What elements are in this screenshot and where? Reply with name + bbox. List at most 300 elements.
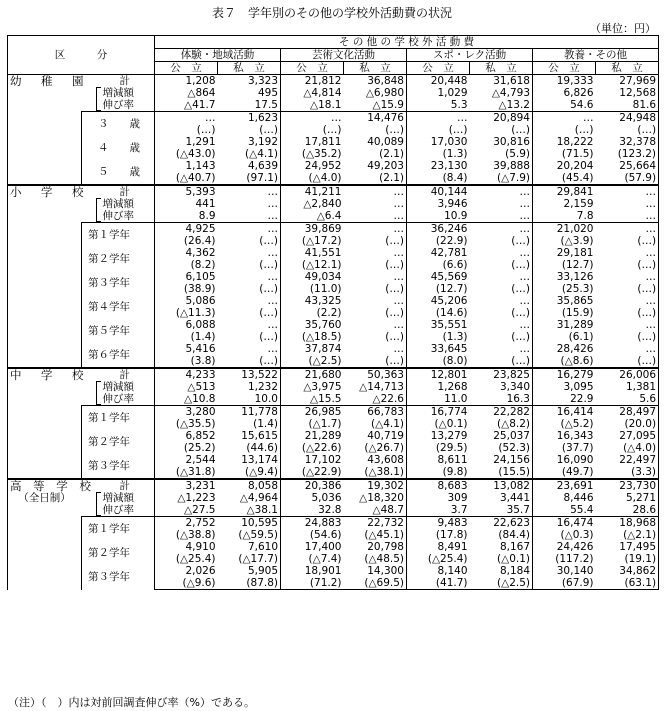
value-cell: 40,089	[367, 136, 404, 148]
table-row	[8, 343, 659, 355]
value-cell: 36,246	[407, 223, 470, 236]
table-body	[8, 75, 659, 590]
value-cell: …	[407, 112, 470, 125]
total-value: 13,082	[470, 479, 533, 492]
growth-rate-cell: (38.9)	[155, 283, 218, 295]
total-value: 20,448	[407, 75, 470, 88]
growth-rate-cell: (…)	[281, 124, 344, 136]
total-value: 5,393	[155, 185, 218, 198]
value-cell: …	[344, 223, 407, 236]
value-cell: 11,778	[218, 406, 281, 419]
growth-rate-cell: (8.0)	[407, 355, 470, 368]
diff-value: △513	[155, 381, 218, 393]
growth-rate-cell: (…)	[511, 259, 530, 271]
growth-rate-cell: (△3.9)	[533, 235, 596, 247]
value-cell: …	[596, 223, 659, 236]
total-value: 12,801	[407, 368, 470, 381]
value-cell: 43,608	[367, 454, 404, 466]
value-cell: 13,279	[407, 430, 470, 442]
total-label: 計	[82, 368, 155, 381]
diff-label: 増減額	[102, 492, 134, 504]
growth-rate-cell: (…)	[511, 235, 530, 247]
table-row	[8, 198, 659, 210]
section-name: 高 等 学 校	[10, 479, 95, 493]
rate-value: 81.6	[596, 99, 659, 112]
total-label: 計	[82, 479, 155, 492]
growth-rate-cell: (…)	[385, 307, 404, 319]
private-header: 私 立	[596, 62, 659, 75]
bracket-mark	[96, 381, 101, 405]
total-label: 計	[82, 75, 155, 88]
diff-label: 増減額	[102, 198, 134, 210]
growth-rate-cell: (15.9)	[533, 307, 596, 319]
growth-rate-cell: (…)	[385, 283, 404, 295]
row-label: 第３学年	[82, 565, 155, 590]
total-value: 27,969	[596, 75, 659, 88]
table-row	[8, 160, 659, 172]
value-cell: 17,102	[281, 454, 344, 466]
category-header: 教養・その他	[533, 49, 659, 62]
growth-rate-cell: (…)	[385, 331, 404, 343]
value-cell: …	[393, 319, 404, 331]
total-value: 23,730	[596, 479, 659, 492]
value-cell: …	[218, 223, 281, 236]
diff-value: △18,320	[359, 492, 404, 504]
value-cell: …	[393, 295, 404, 307]
value-cell: 31,289	[533, 319, 596, 331]
growth-rate-cell: (△0.3)	[533, 529, 596, 541]
growth-rate-cell: (…)	[259, 331, 278, 343]
value-cell: 22,282	[470, 406, 533, 419]
growth-rate-cell: (22.9)	[407, 235, 470, 247]
diff-value: △4,814	[281, 87, 344, 99]
value-cell: …	[519, 343, 530, 355]
table-row	[8, 247, 659, 259]
value-cell: 18,968	[596, 517, 659, 530]
row-label: 第１学年	[82, 517, 155, 542]
growth-rate-cell: (△59.5)	[238, 529, 278, 541]
rate-value: △41.7	[155, 99, 218, 112]
rate-value: 32.8	[281, 504, 344, 517]
total-value: 16,279	[533, 368, 596, 381]
value-cell: 35,551	[407, 319, 470, 331]
diff-value: 495	[257, 87, 278, 99]
rate-value: …	[519, 210, 530, 222]
growth-rate-cell: (49.7)	[533, 466, 596, 479]
diff-value: 1,381	[596, 381, 659, 393]
value-cell: 4,362	[155, 247, 218, 259]
row-label: 第６学年	[82, 343, 155, 368]
growth-rate-cell: (37.7)	[533, 442, 596, 454]
growth-rate-cell: (1.3)	[407, 331, 470, 343]
growth-rate-cell: (44.6)	[246, 442, 278, 454]
growth-rate-cell: (△7.4)	[281, 553, 344, 565]
value-cell: 16,414	[533, 406, 596, 419]
value-cell: 30,816	[493, 136, 530, 148]
growth-rate-cell: (1.3)	[407, 148, 470, 160]
section-label	[8, 368, 88, 479]
value-cell: 28,426	[533, 343, 596, 355]
value-cell: 43,325	[281, 295, 344, 307]
rate-value: 8.9	[155, 210, 218, 223]
rate-value: △15.9	[372, 99, 404, 111]
value-cell: 1,623	[218, 112, 281, 125]
table-row	[8, 541, 659, 553]
value-cell: 2,026	[155, 565, 218, 577]
diff-label: 増減額	[102, 87, 134, 99]
value-cell: 18,222	[533, 136, 596, 148]
growth-rate-cell: (…)	[596, 331, 659, 343]
value-cell: …	[519, 319, 530, 331]
table-row	[8, 517, 659, 530]
value-cell: 24,948	[596, 112, 659, 125]
value-cell: 6,852	[155, 430, 218, 442]
value-cell: 20,204	[533, 160, 596, 172]
diff-value: △14,713	[359, 381, 404, 393]
rate-label: 伸び率	[102, 210, 134, 222]
diff-value: △864	[155, 87, 218, 99]
value-cell: 33,126	[533, 271, 596, 283]
diff-value: 3,340	[499, 381, 530, 393]
value-cell: 49,203	[367, 160, 404, 172]
table-row	[8, 295, 659, 307]
growth-rate-cell: (△35.5)	[155, 418, 218, 430]
growth-rate-cell: (…)	[596, 307, 659, 319]
value-cell: 1,143	[155, 160, 218, 172]
value-cell: 13,174	[241, 454, 278, 466]
growth-rate-cell: (△9.6)	[155, 577, 218, 590]
value-cell: 26,985	[281, 406, 344, 419]
value-cell: 17,811	[281, 136, 344, 148]
value-cell: …	[281, 112, 344, 125]
value-cell: 22,497	[596, 454, 659, 466]
growth-rate-cell: (△2.5)	[281, 355, 344, 368]
rate-value: △22.6	[372, 393, 404, 405]
diff-value: 1,232	[247, 381, 278, 393]
growth-rate-cell: (…)	[596, 124, 659, 136]
value-cell: 23,130	[407, 160, 470, 172]
row-label: ５ 歳	[82, 160, 155, 185]
value-cell: 25,037	[493, 430, 530, 442]
table-row	[8, 185, 659, 198]
diff-value: 2,159	[533, 198, 596, 210]
growth-rate-cell: (20.0)	[596, 418, 659, 430]
public-header: 公 立	[281, 62, 344, 75]
rate-value: △13.2	[498, 99, 530, 111]
total-value: …	[596, 185, 659, 198]
growth-rate-cell: (3.8)	[155, 355, 218, 368]
value-cell: 66,783	[344, 406, 407, 419]
growth-rate-cell: (…)	[259, 259, 278, 271]
category-header: スポ・レク活動	[407, 49, 533, 62]
growth-rate-cell: (…)	[511, 355, 530, 367]
growth-rate-cell: (△4.1)	[371, 418, 404, 430]
row-label: 第２学年	[82, 247, 155, 271]
value-cell: 8,140	[407, 565, 470, 577]
value-cell: 9,483	[407, 517, 470, 530]
table-row	[8, 319, 659, 331]
table-row	[8, 87, 659, 99]
total-value: 4,233	[155, 368, 218, 381]
growth-rate-cell: (2.1)	[379, 148, 404, 160]
growth-rate-cell: (3.3)	[596, 466, 659, 479]
footnote: （注）（ ）内は対前回調査伸び率（%）である。	[8, 696, 255, 709]
page-title: 表７ 学年別のその他の学校外活動費の状況	[211, 6, 452, 20]
table-row	[8, 492, 659, 504]
rate-value: 54.6	[533, 99, 596, 112]
table-row	[8, 112, 659, 125]
growth-rate-cell: (△0.1)	[497, 553, 530, 565]
growth-rate-cell: (…)	[385, 235, 404, 247]
growth-rate-cell: (…)	[259, 124, 278, 136]
rate-value: …	[393, 210, 404, 222]
table-row	[8, 479, 659, 492]
value-cell: 5,086	[155, 295, 218, 307]
section-label	[8, 479, 95, 590]
diff-value: △1,223	[155, 492, 218, 504]
diff-label-cell	[82, 87, 155, 112]
diff-rate-labels	[103, 492, 135, 516]
category-header: 芸術文化活動	[281, 49, 407, 62]
diff-value: …	[596, 198, 659, 210]
growth-rate-cell: (…)	[596, 235, 659, 247]
private-header: 私 立	[470, 62, 533, 75]
value-cell: 2,752	[155, 517, 218, 530]
growth-rate-cell: (12.7)	[533, 259, 596, 271]
total-value: 40,144	[407, 185, 470, 198]
private-header: 私 立	[218, 62, 281, 75]
value-cell: 30,140	[533, 565, 596, 577]
value-cell: 29,181	[533, 247, 596, 259]
growth-rate-cell: (…)	[511, 331, 530, 343]
diff-value: △4,964	[239, 492, 278, 504]
table-row	[8, 271, 659, 283]
growth-rate-cell: (9.8)	[407, 466, 470, 479]
growth-rate-cell: (52.3)	[498, 442, 530, 454]
growth-rate-cell: (…)	[385, 355, 404, 367]
value-cell: 20,798	[367, 541, 404, 553]
diff-value: △3,975	[281, 381, 344, 393]
value-cell: 22,623	[470, 517, 533, 530]
growth-rate-cell: (…)	[385, 124, 404, 136]
bracket-mark	[96, 198, 101, 222]
diff-value: 441	[155, 198, 218, 210]
public-header: 公 立	[533, 62, 596, 75]
value-cell: …	[596, 271, 659, 283]
total-value: 50,363	[344, 368, 407, 381]
rate-label: 伸び率	[102, 504, 134, 516]
diff-value: △4,793	[491, 87, 530, 99]
growth-rate-cell: (△43.0)	[155, 148, 218, 160]
growth-rate-cell: (…)	[259, 307, 278, 319]
growth-rate-cell: (△38.1)	[364, 466, 404, 478]
value-cell: 8,611	[407, 454, 470, 466]
growth-rate-cell: (57.9)	[596, 172, 659, 185]
value-cell: …	[393, 247, 404, 259]
growth-rate-cell: (△35.2)	[281, 148, 344, 160]
rate-value: 28.6	[596, 504, 659, 517]
total-value: 31,618	[470, 75, 533, 88]
growth-rate-cell: (…)	[511, 124, 530, 136]
value-cell: …	[267, 295, 278, 307]
growth-rate-cell: (29.5)	[407, 442, 470, 454]
value-cell: 5,416	[155, 343, 218, 355]
total-value: …	[470, 185, 533, 198]
value-cell: 35,865	[533, 295, 596, 307]
growth-rate-cell: (2.2)	[281, 307, 344, 319]
value-cell: …	[267, 319, 278, 331]
diff-value: 1,268	[407, 381, 470, 393]
value-cell: 16,774	[407, 406, 470, 419]
bracket-mark	[96, 492, 101, 516]
growth-rate-cell: (…)	[596, 283, 659, 295]
growth-rate-cell: (12.7)	[407, 283, 470, 295]
value-cell: 8,491	[407, 541, 470, 553]
diff-value: …	[393, 198, 404, 210]
section-label	[8, 74, 88, 186]
diff-value: …	[519, 198, 530, 210]
diff-value: …	[267, 198, 278, 210]
value-cell: 14,300	[367, 565, 404, 577]
growth-rate-cell: (1.4)	[155, 331, 218, 343]
value-cell: …	[470, 223, 533, 236]
growth-rate-cell: (…)	[533, 124, 596, 136]
growth-rate-cell: (△4.0)	[596, 442, 659, 454]
diff-value: 1,029	[407, 87, 470, 99]
table-row	[8, 430, 659, 442]
growth-rate-cell: (8.4)	[407, 172, 470, 185]
value-cell: 6,088	[155, 319, 218, 331]
value-cell: 6,105	[155, 271, 218, 283]
growth-rate-cell: (△18.5)	[281, 331, 344, 343]
rate-value: 35.7	[506, 504, 530, 516]
value-cell: 24,952	[281, 160, 344, 172]
value-cell: 24,156	[493, 454, 530, 466]
value-cell: 20,894	[470, 112, 533, 125]
value-cell: 8,167	[499, 541, 530, 553]
value-cell: 49,034	[281, 271, 344, 283]
growth-rate-cell: (△5.2)	[533, 418, 596, 430]
value-cell: 5,905	[247, 565, 278, 577]
section-sub: （全日制）	[18, 492, 71, 504]
table-row	[8, 136, 659, 148]
growth-rate-cell: (2.1)	[379, 172, 404, 184]
growth-rate-cell: (67.9)	[533, 577, 596, 590]
growth-rate-cell: (6.1)	[533, 331, 596, 343]
value-cell: 17,400	[281, 541, 344, 553]
row-label: 第１学年	[82, 406, 155, 431]
value-cell: 40,719	[367, 430, 404, 442]
growth-rate-cell: (△25.4)	[407, 553, 470, 565]
growth-rate-cell: (△22.6)	[281, 442, 344, 454]
rate-value: 10.9	[407, 210, 470, 223]
diff-value: 3,095	[533, 381, 596, 393]
growth-rate-cell: (71.2)	[281, 577, 344, 590]
total-value: 19,302	[344, 479, 407, 492]
growth-rate-cell: (…)	[511, 307, 530, 319]
diff-label: 増減額	[102, 381, 134, 393]
value-cell: …	[533, 112, 596, 125]
growth-rate-cell: (6.6)	[407, 259, 470, 271]
rate-value: 7.8	[533, 210, 596, 223]
growth-rate-cell: (△12.1)	[281, 259, 344, 271]
rate-value: △15.5	[281, 393, 344, 406]
diff-value: 309	[407, 492, 470, 504]
growth-rate-cell: (19.1)	[596, 553, 659, 565]
row-label: 第３学年	[82, 454, 155, 479]
rate-value: △27.5	[155, 504, 218, 517]
total-value: 41,211	[281, 185, 344, 198]
growth-rate-cell: (△22.9)	[281, 466, 344, 479]
growth-rate-cell: (84.4)	[498, 529, 530, 541]
section-name: 中 学 校	[10, 368, 88, 382]
diff-value: 5,036	[281, 492, 344, 504]
rate-label: 伸び率	[102, 99, 134, 111]
value-cell: 27,095	[596, 430, 659, 442]
rate-value: 16.3	[506, 393, 530, 405]
total-value: 8,058	[218, 479, 281, 492]
growth-rate-cell: (…)	[407, 124, 470, 136]
growth-rate-cell: (17.8)	[407, 529, 470, 541]
kubun-header: 区 分	[8, 36, 155, 75]
value-cell: 33,645	[407, 343, 470, 355]
growth-rate-cell: (△1.7)	[281, 418, 344, 430]
value-cell: 15,615	[241, 430, 278, 442]
growth-rate-cell: (87.8)	[218, 577, 281, 590]
growth-rate-cell: (5.9)	[505, 148, 530, 160]
public-header: 公 立	[407, 62, 470, 75]
diff-value: 5,271	[596, 492, 659, 504]
growth-rate-cell: (123.2)	[596, 148, 659, 160]
rate-value: …	[267, 210, 278, 222]
growth-rate-cell: (…)	[259, 355, 278, 367]
total-value: 21,680	[281, 368, 344, 381]
rate-value: △6.4	[281, 210, 344, 223]
value-cell: 35,760	[281, 319, 344, 331]
growth-rate-cell: (45.4)	[533, 172, 596, 185]
value-cell: 24,426	[533, 541, 596, 553]
table-row	[8, 381, 659, 393]
diff-rate-labels	[103, 87, 135, 111]
growth-rate-cell: (…)	[596, 355, 659, 368]
value-cell: …	[596, 247, 659, 259]
growth-rate-cell: (△0.1)	[407, 418, 470, 430]
table-row	[8, 75, 659, 88]
rate-value: △38.1	[246, 504, 278, 516]
row-label: 第５学年	[82, 319, 155, 343]
table-row	[8, 454, 659, 466]
row-label: ３ 歳	[82, 112, 155, 137]
growth-rate-cell: (71.5)	[533, 148, 596, 160]
diff-value: 3,441	[499, 492, 530, 504]
value-cell: 22,732	[344, 517, 407, 530]
growth-rate-cell: (…)	[511, 283, 530, 295]
diff-rate-labels	[103, 198, 135, 222]
value-cell: 17,030	[407, 136, 470, 148]
growth-rate-cell: (△11.3)	[155, 307, 218, 319]
value-cell: 24,883	[281, 517, 344, 530]
growth-rate-cell: (△4.1)	[245, 148, 278, 160]
total-value: 23,825	[470, 368, 533, 381]
diff-value: △2,840	[281, 198, 344, 210]
diff-rate-labels	[103, 381, 135, 405]
value-cell: …	[393, 271, 404, 283]
row-label: ４ 歳	[82, 136, 155, 160]
growth-rate-cell: (54.6)	[281, 529, 344, 541]
value-cell: 17,495	[596, 541, 659, 553]
growth-rate-cell: (△8.6)	[533, 355, 596, 368]
group-header: そ の 他 の 学 校 外 活 動 費	[155, 36, 659, 49]
